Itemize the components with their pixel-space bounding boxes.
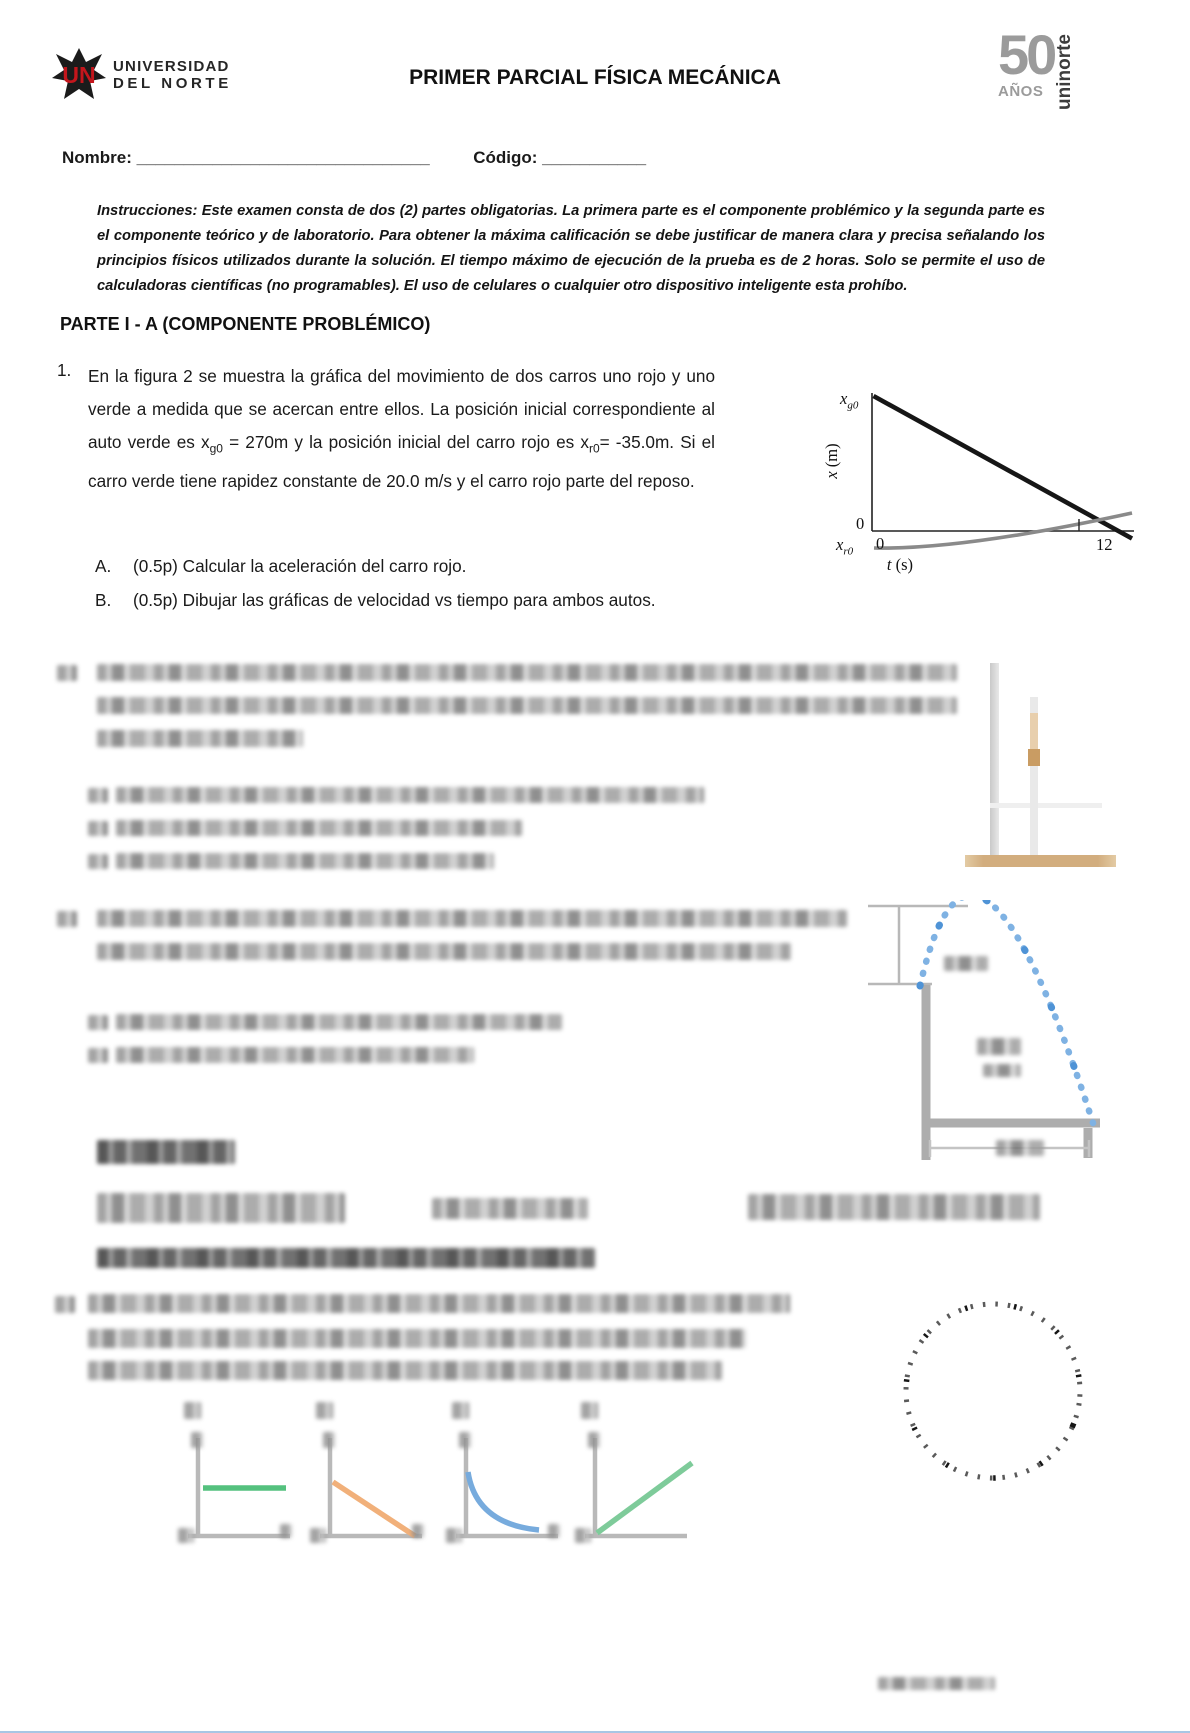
q4-line2-blurred [88, 1329, 746, 1348]
q2-line2-blurred [97, 697, 957, 714]
q3-item-a-label-blurred [88, 1015, 108, 1030]
option4-plot [575, 1398, 697, 1558]
logo-monogram: UN [62, 62, 96, 88]
anniversary-word: AÑOS [998, 83, 1044, 100]
q3-item-b-blurred [116, 1047, 474, 1063]
q1-text-part1: En la figura 2 se muestra la gráfica del movimiento de dos carros uno rojo y uno verde a medida que se acercan entre ellos. La posición inicial correspondiente al auto verde es x [88, 366, 715, 452]
q1-item-b [95, 590, 656, 611]
equation3-blurred [748, 1194, 1040, 1220]
projectile-trajectory-dots [920, 900, 1093, 1123]
figure1-label-origin: 0 [876, 534, 885, 553]
figure1-xlabel: t (s) [886, 555, 914, 574]
equation1-blurred [97, 1193, 345, 1223]
option3-origin-label-blurred [446, 1528, 462, 1543]
name-label: Nombre: [62, 148, 132, 167]
figure3-label1-blurred [944, 956, 988, 971]
q1-item-a-label: A. [95, 556, 112, 576]
anniversary-logo [998, 23, 1076, 114]
q2-item-a-label-blurred [88, 788, 108, 803]
arrow-fletching [1030, 713, 1038, 751]
figure1-label-12: 12 [1096, 535, 1113, 554]
university-name-line1: UNIVERSIDAD [113, 58, 230, 75]
q2-item-b-blurred [116, 820, 522, 836]
option-graph-4 [575, 1398, 697, 1558]
figure4-drawing [893, 1295, 1098, 1495]
option3-yaxis-label-blurred [459, 1432, 471, 1448]
projectile-trajectory-dark-dots [920, 900, 1093, 1123]
part2-heading-blurred [97, 1248, 595, 1268]
option-graph-1 [178, 1398, 300, 1558]
q1-item-b-label: B. [95, 590, 112, 610]
q2-item-a-blurred [116, 787, 704, 803]
bow-base [965, 855, 1116, 867]
q4-number-blurred [55, 1296, 75, 1313]
option1-origin-label-blurred [178, 1528, 194, 1543]
q2-item-b-label-blurred [88, 821, 108, 836]
instructions-paragraph: Instrucciones: Este examen consta de dos (2) partes obligatorias. La primera parte es el componente problémico y la segunda parte es el componente teórico y de laboratorio. Para obtener la máxima calificación se debe justificar de manera clara y precisa señalando los principios físicos utilizados durante la solución. El tiempo máximo de ejecución de la prueba es de 2 horas. Solo se permite el uso de calculadoras científicas (no programables). El uso de celulares o cualquier otro dispositivo inteligente esta prohíbo. [97, 203, 1045, 294]
q1-number: 1. [57, 360, 72, 380]
option4-origin-label-blurred [575, 1528, 591, 1543]
option1-yaxis-label-blurred [191, 1432, 203, 1448]
q4-line3-blurred [88, 1361, 722, 1380]
q1-item-b-text: (0.5p) Dibujar las gráficas de velocidad vs tiempo para ambos autos. [133, 590, 656, 610]
option1-xaxis-label-blurred [280, 1524, 292, 1538]
option4-yaxis-label-blurred [588, 1432, 600, 1448]
name-code-row [62, 148, 646, 168]
bow-crossbar [990, 803, 1102, 808]
q4-line1-blurred [88, 1294, 790, 1313]
q3-line1-blurred [97, 910, 847, 927]
q2-line3-blurred [97, 730, 303, 747]
figure1-label-xg0: $x_{g0}$ [840, 389, 859, 412]
figure3-label2-blurred [977, 1038, 1021, 1055]
option-graph-2 [310, 1398, 432, 1558]
q1-subscript-g0: g0 [209, 441, 223, 456]
option2-label-blurred [316, 1402, 333, 1419]
q1-paragraph [88, 360, 715, 498]
code-blank-line: ___________ [542, 148, 647, 167]
q2-item-c-blurred [116, 853, 494, 869]
option2-origin-label-blurred [310, 1528, 326, 1543]
option2-yaxis-label-blurred [323, 1432, 335, 1448]
part1-heading: PARTE I - A (COMPONENTE PROBLÉMICO) [60, 314, 431, 334]
option4-label-blurred [581, 1402, 598, 1419]
bow-pole [990, 663, 999, 859]
q1-text-part3: = -35.0m. Si el carro verde tiene rapidez constante de 20.0 m/s y el carro rojo parte del reposo. [88, 432, 715, 492]
q3-item-a-blurred [116, 1014, 562, 1030]
option3-xaxis-label-blurred [548, 1524, 560, 1538]
equations-label-blurred [97, 1140, 235, 1164]
q3-number-blurred [57, 911, 77, 927]
q1-text-part2: = 270m y la posición inicial del carro rojo es x [222, 432, 589, 452]
figure3-label3-blurred [983, 1064, 1021, 1077]
option3-label-blurred [452, 1402, 469, 1419]
circle-dark-dots [893, 1295, 1098, 1495]
figure4-dotted-circle [893, 1295, 1098, 1495]
anniversary-number: 50 [998, 23, 1055, 86]
figure1-plot [812, 385, 1142, 585]
arrow-head [1028, 749, 1040, 766]
figure1-green-car-line [874, 396, 1133, 539]
option3-concave-curve [468, 1472, 539, 1530]
q2-line1-blurred [97, 664, 957, 681]
q2-item-c-label-blurred [88, 854, 108, 869]
figure3-projectile [788, 900, 1190, 1166]
figure1-position-time-graph [812, 385, 1142, 585]
q1-subscript-r0: r0 [588, 441, 600, 456]
option-graph-3 [446, 1398, 568, 1558]
q1-item-a [95, 556, 466, 577]
exam-title: PRIMER PARCIAL FÍSICA MECÁNICA [409, 66, 781, 89]
figure2-bow-arrow [945, 655, 1125, 880]
figure1-ylabel: x (m) [822, 443, 841, 479]
equation2-blurred [432, 1198, 588, 1219]
figure1-label-yzero: 0 [856, 514, 865, 533]
figure1-label-xr0: $x_{r0}$ [836, 535, 854, 558]
q1-item-a-text: (0.5p) Calcular la aceleración del carro rojo. [133, 556, 467, 576]
q3-item-b-label-blurred [88, 1048, 108, 1063]
option2-xaxis-label-blurred [412, 1524, 424, 1538]
figure3-drawing [788, 900, 1190, 1166]
anniversary-brand: uninorte [1054, 34, 1076, 110]
q3-line2-blurred [97, 943, 791, 960]
figure3-label4-blurred [996, 1140, 1044, 1156]
footer-author-blurred [878, 1677, 995, 1690]
option2-decreasing-line [333, 1482, 415, 1536]
option1-label-blurred [184, 1402, 201, 1419]
code-label: Código: [473, 148, 538, 167]
name-blank-line: _______________________________ [136, 148, 430, 167]
university-name-line2: DEL NORTE [113, 75, 232, 92]
q2-number-blurred [57, 665, 77, 681]
option4-increasing-line [597, 1463, 692, 1533]
circle-dots [895, 1295, 1092, 1489]
